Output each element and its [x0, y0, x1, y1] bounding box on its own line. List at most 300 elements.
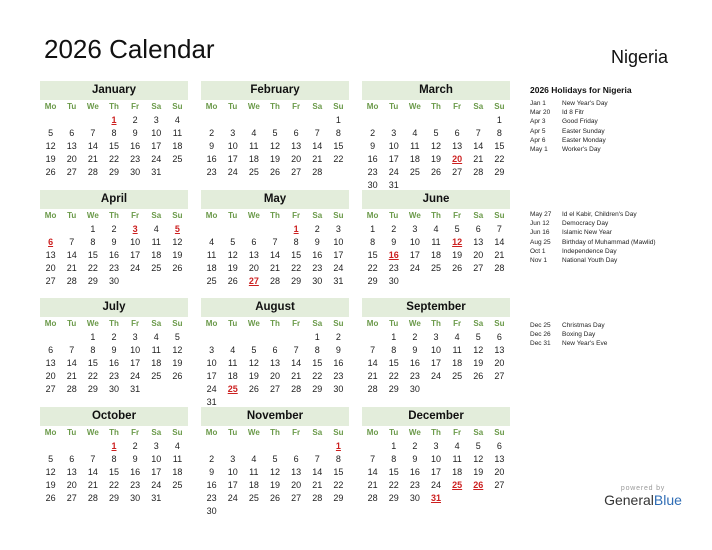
day-cell: 23: [409, 480, 420, 490]
day-cell: 12: [269, 141, 280, 151]
day-cell: 30: [130, 493, 141, 503]
day-cell: 13: [66, 141, 77, 151]
empty-day: [61, 440, 82, 453]
day-cell: 9: [209, 141, 215, 151]
day-cell: 17: [130, 358, 141, 368]
day-cell: 13: [45, 250, 56, 260]
empty-day: [468, 114, 489, 127]
month-days: [40, 100, 188, 179]
holiday-name: Birthday of Muhammad (Mawlid): [562, 238, 656, 246]
holiday-day: 27: [248, 276, 259, 286]
day-cell: 7: [293, 345, 299, 355]
day-cell: 13: [66, 467, 77, 477]
day-cell: 19: [473, 467, 484, 477]
weekday-label: Mo: [205, 428, 218, 437]
weekday-label: Fr: [131, 319, 140, 328]
weekday-label: Su: [333, 211, 344, 220]
empty-day: [425, 114, 446, 127]
day-cell: 10: [333, 237, 344, 247]
month-header: January: [40, 81, 188, 100]
holiday-name: New Year's Eve: [562, 340, 608, 348]
day-cell: 4: [230, 345, 236, 355]
day-cell: 30: [108, 276, 119, 286]
day-cell: 3: [230, 128, 236, 138]
day-cell: 13: [248, 250, 259, 260]
day-cell: 3: [412, 224, 418, 234]
month-header: October: [40, 407, 188, 426]
day-cell: 22: [388, 480, 399, 490]
holiday-name: Easter Sunday: [562, 127, 605, 135]
day-cell: 18: [172, 141, 183, 151]
day-cell: 31: [151, 493, 162, 503]
day-cell: 19: [473, 358, 484, 368]
month-header: September: [362, 298, 510, 317]
day-cell: 18: [452, 358, 463, 368]
day-cell: 15: [333, 141, 344, 151]
empty-day: [404, 114, 425, 127]
day-cell: 29: [388, 493, 399, 503]
day-cell: 12: [248, 358, 259, 368]
day-cell: 6: [272, 345, 278, 355]
holiday-day: 26: [473, 480, 484, 490]
weekday-label: Fr: [453, 102, 462, 111]
day-cell: 16: [312, 250, 323, 260]
weekday-label: Mo: [366, 211, 379, 220]
holiday-row: [530, 210, 700, 219]
weekday-label: Tu: [228, 102, 238, 111]
day-cell: 10: [130, 237, 141, 247]
month-october: [40, 407, 188, 505]
weekday-label: Tu: [67, 102, 77, 111]
day-cell: 11: [452, 454, 462, 464]
month-days: [201, 100, 349, 179]
day-cell: 25: [206, 276, 217, 286]
holiday-date: Jun 12: [530, 220, 550, 228]
day-cell: 31: [333, 276, 344, 286]
holiday-day: 12: [452, 237, 463, 247]
weekday-label: We: [408, 211, 421, 220]
day-cell: 29: [388, 384, 399, 394]
day-cell: 1: [370, 224, 376, 234]
day-cell: 14: [312, 141, 323, 151]
empty-day: [447, 114, 468, 127]
holiday-date: Jan 1: [530, 100, 546, 107]
day-cell: 24: [388, 167, 399, 177]
day-cell: 4: [209, 237, 215, 247]
day-cell: 1: [391, 332, 397, 342]
empty-day: [61, 114, 82, 127]
weekday-label: We: [247, 428, 260, 437]
day-cell: 13: [45, 358, 56, 368]
day-cell: 30: [388, 276, 399, 286]
day-cell: 22: [108, 480, 119, 490]
day-cell: 3: [153, 115, 159, 125]
day-cell: 23: [108, 371, 119, 381]
weekday-label: Tu: [67, 211, 77, 220]
day-cell: 16: [206, 480, 217, 490]
day-cell: 6: [293, 128, 299, 138]
country-label: Nigeria: [610, 47, 668, 67]
day-cell: 10: [151, 128, 162, 138]
day-cell: 30: [108, 384, 119, 394]
weekday-label: We: [408, 319, 421, 328]
day-cell: 11: [172, 454, 183, 464]
day-cell: 18: [248, 480, 259, 490]
day-cell: 5: [48, 454, 54, 464]
day-cell: 5: [251, 345, 257, 355]
day-cell: 11: [228, 358, 238, 368]
day-cell: 16: [409, 358, 420, 368]
day-cell: 8: [90, 237, 96, 247]
day-cell: 24: [130, 371, 141, 381]
holiday-day: 1: [111, 115, 117, 125]
day-cell: 25: [151, 371, 162, 381]
day-cell: 12: [473, 454, 484, 464]
day-cell: 27: [291, 493, 302, 503]
day-cell: 9: [111, 237, 117, 247]
day-cell: 23: [108, 263, 119, 273]
holiday-day: 16: [388, 250, 399, 260]
day-cell: 20: [494, 358, 505, 368]
day-cell: 1: [90, 224, 96, 234]
holiday-day: 1: [293, 224, 299, 234]
day-cell: 7: [370, 454, 376, 464]
day-cell: 20: [248, 263, 259, 273]
weekday-label: Su: [172, 319, 183, 328]
weekday-label: We: [247, 102, 260, 111]
day-cell: 19: [269, 154, 280, 164]
empty-day: [243, 331, 264, 344]
holiday-day: 3: [132, 224, 138, 234]
empty-day: [362, 440, 383, 453]
month-november: [201, 407, 349, 518]
holiday-name: New Year's Day: [562, 100, 608, 107]
day-cell: 16: [108, 250, 119, 260]
weekday-label: Fr: [453, 428, 462, 437]
day-cell: 16: [206, 154, 217, 164]
day-cell: 14: [473, 141, 484, 151]
weekday-label: Sa: [151, 319, 162, 328]
day-cell: 23: [206, 167, 217, 177]
day-cell: 15: [108, 467, 119, 477]
day-cell: 26: [248, 384, 259, 394]
weekday-label: Th: [109, 428, 119, 437]
day-cell: 11: [410, 141, 420, 151]
holiday-day: 31: [430, 493, 441, 503]
day-cell: 16: [409, 467, 420, 477]
holiday-date: Jun 16: [530, 229, 550, 237]
weekday-label: Sa: [151, 428, 162, 437]
empty-day: [222, 331, 243, 344]
holiday-date: May 1: [530, 146, 548, 154]
day-cell: 22: [108, 154, 119, 164]
month-days: [362, 209, 510, 288]
day-cell: 14: [312, 467, 323, 477]
weekday-label: Tu: [389, 428, 399, 437]
day-cell: 29: [494, 167, 505, 177]
weekday-label: Mo: [44, 319, 57, 328]
day-cell: 20: [66, 480, 77, 490]
weekday-label: We: [408, 428, 421, 437]
day-cell: 23: [206, 493, 217, 503]
month-days: [201, 317, 349, 409]
day-cell: 20: [269, 371, 280, 381]
day-cell: 17: [388, 154, 399, 164]
day-cell: 12: [473, 345, 484, 355]
day-cell: 20: [45, 371, 56, 381]
holiday-date: Nov 1: [530, 257, 547, 265]
holiday-list-1: [530, 85, 700, 154]
day-cell: 17: [227, 480, 238, 490]
day-cell: 6: [496, 332, 502, 342]
weekday-label: Th: [431, 319, 441, 328]
day-cell: 6: [293, 454, 299, 464]
empty-day: [201, 114, 222, 127]
day-cell: 26: [227, 276, 238, 286]
weekday-label: Su: [333, 319, 344, 328]
weekday-label: Sa: [312, 428, 323, 437]
empty-day: [222, 114, 243, 127]
day-cell: 5: [48, 128, 54, 138]
day-cell: 12: [227, 250, 238, 260]
holiday-name: Good Friday: [562, 118, 598, 126]
empty-day: [362, 114, 383, 127]
holiday-row: [530, 108, 700, 117]
day-cell: 25: [151, 263, 162, 273]
day-cell: 30: [409, 493, 420, 503]
empty-day: [243, 114, 264, 127]
day-cell: 7: [69, 345, 75, 355]
day-cell: 15: [87, 250, 98, 260]
day-cell: 22: [388, 371, 399, 381]
day-cell: 31: [388, 180, 399, 190]
weekday-label: Sa: [473, 102, 484, 111]
day-cell: 26: [452, 263, 463, 273]
day-cell: 21: [473, 154, 484, 164]
day-cell: 19: [269, 480, 280, 490]
day-cell: 27: [45, 276, 56, 286]
day-cell: 4: [454, 441, 460, 451]
day-cell: 20: [291, 480, 302, 490]
day-cell: 7: [314, 454, 320, 464]
day-cell: 20: [291, 154, 302, 164]
month-april: [40, 190, 188, 288]
day-cell: 29: [87, 384, 98, 394]
day-cell: 8: [335, 128, 341, 138]
day-cell: 6: [475, 224, 481, 234]
day-cell: 18: [430, 250, 441, 260]
day-cell: 26: [45, 167, 56, 177]
day-cell: 11: [249, 467, 259, 477]
day-cell: 15: [291, 250, 302, 260]
day-cell: 2: [209, 454, 215, 464]
day-cell: 4: [412, 128, 418, 138]
day-cell: 11: [151, 345, 161, 355]
day-cell: 24: [227, 493, 238, 503]
day-cell: 10: [388, 141, 399, 151]
holidays-title: 2026 Holidays for Nigeria: [530, 85, 632, 95]
day-cell: 9: [111, 345, 117, 355]
empty-day: [264, 331, 285, 344]
day-cell: 5: [272, 128, 278, 138]
day-cell: 27: [452, 167, 463, 177]
day-cell: 2: [132, 441, 138, 451]
day-cell: 7: [496, 224, 502, 234]
day-cell: 19: [172, 250, 183, 260]
brand-name: [588, 492, 698, 508]
day-cell: 10: [227, 467, 238, 477]
weekday-label: Tu: [67, 319, 77, 328]
day-cell: 5: [475, 332, 481, 342]
day-cell: 6: [251, 237, 257, 247]
day-cell: 12: [172, 237, 183, 247]
day-cell: 16: [130, 141, 141, 151]
day-cell: 10: [206, 358, 217, 368]
empty-day: [264, 440, 285, 453]
holiday-date: Aug 25: [530, 238, 551, 246]
weekday-label: Su: [494, 102, 505, 111]
holiday-name: Christmas Day: [562, 322, 605, 329]
day-cell: 5: [174, 332, 180, 342]
day-cell: 2: [412, 441, 418, 451]
day-cell: 29: [108, 493, 119, 503]
day-cell: 23: [130, 480, 141, 490]
day-cell: 5: [230, 237, 236, 247]
weekday-label: Mo: [44, 211, 57, 220]
day-cell: 26: [269, 493, 280, 503]
day-cell: 22: [494, 154, 505, 164]
month-days: [40, 426, 188, 505]
day-cell: 27: [45, 384, 56, 394]
holiday-date: Apr 3: [530, 118, 546, 126]
day-cell: 2: [111, 224, 117, 234]
brand-name-b: Blue: [653, 492, 682, 508]
month-december: [362, 407, 510, 505]
day-cell: 12: [45, 467, 56, 477]
day-cell: 4: [433, 224, 439, 234]
day-cell: 13: [291, 141, 302, 151]
day-cell: 8: [496, 128, 502, 138]
empty-day: [264, 223, 285, 236]
holiday-date: Dec 25: [530, 322, 551, 329]
day-cell: 25: [172, 154, 183, 164]
day-cell: 6: [69, 454, 75, 464]
day-cell: 23: [367, 167, 378, 177]
day-cell: 26: [269, 167, 280, 177]
day-cell: 23: [333, 371, 344, 381]
day-cell: 4: [174, 115, 180, 125]
weekday-label: Mo: [205, 211, 218, 220]
day-cell: 31: [130, 384, 141, 394]
day-cell: 11: [151, 237, 161, 247]
day-cell: 28: [367, 384, 378, 394]
holiday-name: Islamic New Year: [562, 229, 612, 237]
empty-day: [201, 440, 222, 453]
day-cell: 19: [227, 263, 238, 273]
weekday-label: Fr: [453, 319, 462, 328]
weekday-label: Sa: [473, 319, 484, 328]
day-cell: 2: [111, 332, 117, 342]
day-cell: 27: [473, 263, 484, 273]
weekday-label: Mo: [205, 319, 218, 328]
day-cell: 9: [209, 467, 215, 477]
day-cell: 25: [409, 167, 420, 177]
day-cell: 8: [111, 454, 117, 464]
day-cell: 8: [391, 345, 397, 355]
day-cell: 28: [87, 493, 98, 503]
day-cell: 19: [248, 371, 259, 381]
month-may: [201, 190, 349, 288]
day-cell: 9: [370, 141, 376, 151]
day-cell: 17: [430, 358, 441, 368]
holiday-name: Id 8 Fitr: [562, 109, 585, 117]
month-days: [362, 100, 510, 192]
weekday-label: Tu: [228, 319, 238, 328]
holiday-list-2: [530, 210, 700, 265]
day-cell: 20: [45, 263, 56, 273]
page-title: 2026 Calendar: [44, 34, 215, 64]
day-cell: 24: [333, 263, 344, 273]
holiday-day: 6: [48, 237, 54, 247]
holiday-day: 20: [452, 154, 463, 164]
day-cell: 14: [66, 250, 77, 260]
day-cell: 27: [66, 493, 77, 503]
day-cell: 9: [412, 345, 418, 355]
empty-day: [61, 331, 82, 344]
weekday-label: Mo: [44, 428, 57, 437]
empty-day: [201, 223, 222, 236]
empty-day: [286, 114, 307, 127]
holiday-name: Id el Kabir, Children's Day: [562, 211, 637, 218]
empty-day: [40, 440, 61, 453]
empty-day: [286, 440, 307, 453]
day-cell: 27: [66, 167, 77, 177]
day-cell: 21: [66, 371, 77, 381]
holiday-date: Apr 6: [530, 136, 546, 144]
day-cell: 29: [291, 276, 302, 286]
day-cell: 4: [251, 128, 257, 138]
day-cell: 29: [367, 276, 378, 286]
month-july: [40, 298, 188, 396]
empty-day: [286, 331, 307, 344]
day-cell: 31: [151, 167, 162, 177]
day-cell: 3: [335, 224, 341, 234]
day-cell: 4: [454, 332, 460, 342]
holiday-row: [530, 145, 700, 154]
day-cell: 24: [430, 371, 441, 381]
powered-by-text: powered by: [620, 485, 666, 492]
day-cell: 17: [206, 371, 217, 381]
weekday-label: Su: [172, 211, 183, 220]
weekday-label: We: [86, 428, 99, 437]
day-cell: 24: [409, 263, 420, 273]
weekday-label: Fr: [292, 211, 301, 220]
month-days: [40, 209, 188, 288]
day-cell: 3: [433, 332, 439, 342]
day-cell: 8: [111, 128, 117, 138]
weekday-label: Su: [494, 211, 505, 220]
day-cell: 11: [172, 128, 183, 138]
day-cell: 16: [130, 467, 141, 477]
day-cell: 25: [172, 480, 183, 490]
empty-day: [82, 440, 103, 453]
holiday-day: 1: [111, 441, 117, 451]
weekday-label: Th: [270, 211, 280, 220]
day-cell: 28: [312, 167, 323, 177]
day-cell: 30: [409, 384, 420, 394]
day-cell: 22: [312, 371, 323, 381]
weekday-label: We: [86, 102, 99, 111]
